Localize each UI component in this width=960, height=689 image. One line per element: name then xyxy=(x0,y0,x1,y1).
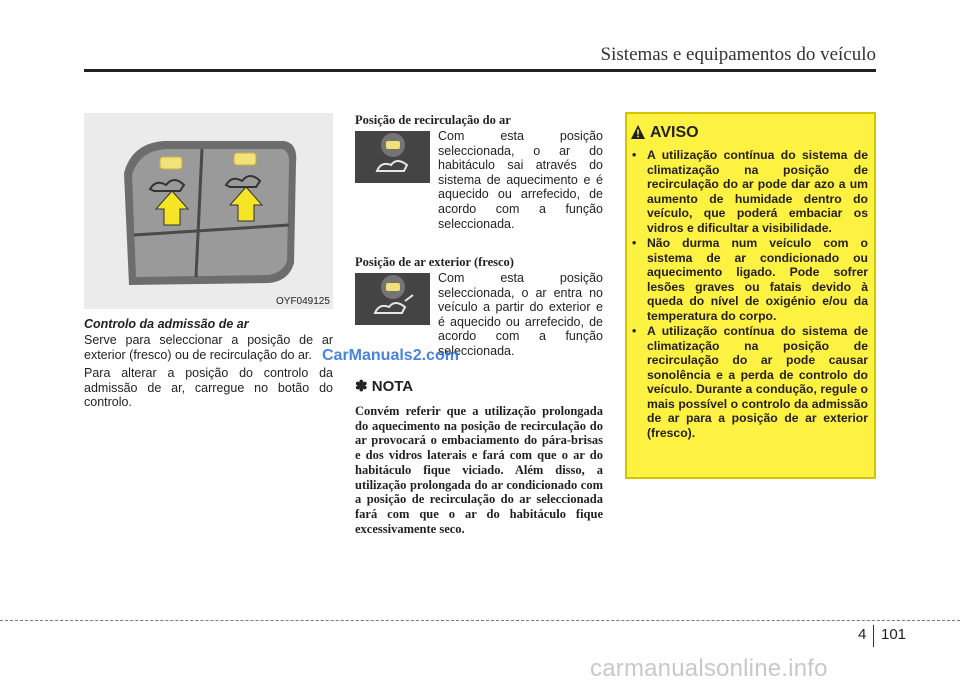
fresh-air-text: Com esta posição seleccionada, o ar entra no veículo a partir do exterior e é aquecido ou arrefecido, de acordo com a função seleccionada. xyxy=(438,271,603,358)
watermark-text: CarManuals2.com xyxy=(322,347,459,364)
recirculation-button-image xyxy=(355,131,430,183)
site-watermark: carmanualsonline.info xyxy=(590,655,828,682)
warning-item xyxy=(632,324,868,440)
page-header-title: Sistemas e equipamentos do veículo xyxy=(600,44,876,65)
air-intake-subheading: Controlo da admissão de ar xyxy=(84,317,249,331)
intake-paragraph-1: Serve para seleccionar a posição de ar exterior (fresco) ou de recirculação do ar. xyxy=(84,333,333,362)
warning-triangle-icon xyxy=(630,124,646,140)
warning-item-text: A utilização contínua do sistema de climatização na posição de recirculação do ar pode causar sonolência e a perda de controlo do veículo. Durante a condução, regule o mais possível o controlo da admissão de ar para a posição de ar exterior (fresco). xyxy=(647,324,868,440)
header-rule xyxy=(84,69,876,72)
fresh-air-heading: Posição de ar exterior (fresco) xyxy=(355,255,514,269)
bullet-icon: • xyxy=(632,324,637,338)
note-title: ✽ NOTA xyxy=(355,378,414,395)
air-intake-buttons-illustration xyxy=(84,113,333,309)
bullet-icon: • xyxy=(632,236,637,250)
warning-title: AVISO xyxy=(650,124,699,141)
warning-item xyxy=(632,236,868,323)
recirculation-text: Com esta posição seleccionada, o ar do habitáculo sai através do sistema de aquecimento e é aquecido ou arrefecido, de acordo com a função seleccionada. xyxy=(438,129,603,231)
footer-divider xyxy=(873,625,874,647)
note-text: Convém referir que a utilização prolongada do aquecimento na posição de recirculação do ar provocará o embaciamento do pára-brisas e dos vidros laterais e fará com que o ar do habitáculo fique viciado. Além disso, a utilização prolongada do ar condicionado com a posição de recirculação do ar seleccionada fará com que o ar do habitáculo fique excessivamente seco. xyxy=(355,404,603,536)
chapter-number: 4 xyxy=(858,626,867,643)
warning-item xyxy=(632,148,868,235)
figure-code: OYF049125 xyxy=(276,296,330,307)
bullet-icon: • xyxy=(632,148,637,162)
warning-list xyxy=(632,148,868,441)
footer-rule xyxy=(0,620,960,621)
air-intake-buttons-figure xyxy=(84,113,333,309)
warning-item-text: Não durma num veículo com o sistema de ar condicionado ou aquecimento ligado. Pode sofrer lesões graves ou fatais devido à queda do nível de oxigénio e/ou da temperatura do corpo. xyxy=(647,236,868,323)
warning-item-text: A utilização contínua do sistema de climatização na posição de recirculação do ar pode dar azo a um aumento de humidade dentro do veículo, que poderá embaciar os vidros e dificultar a visibilidade. xyxy=(647,148,868,235)
page-number: 101 xyxy=(881,626,907,643)
recirculation-heading: Posição de recirculação do ar xyxy=(355,113,511,127)
fresh-air-button-image xyxy=(355,273,430,325)
intake-paragraph-2: Para alterar a posição do controlo da admissão de ar, carregue no botão do controlo. xyxy=(84,366,333,410)
